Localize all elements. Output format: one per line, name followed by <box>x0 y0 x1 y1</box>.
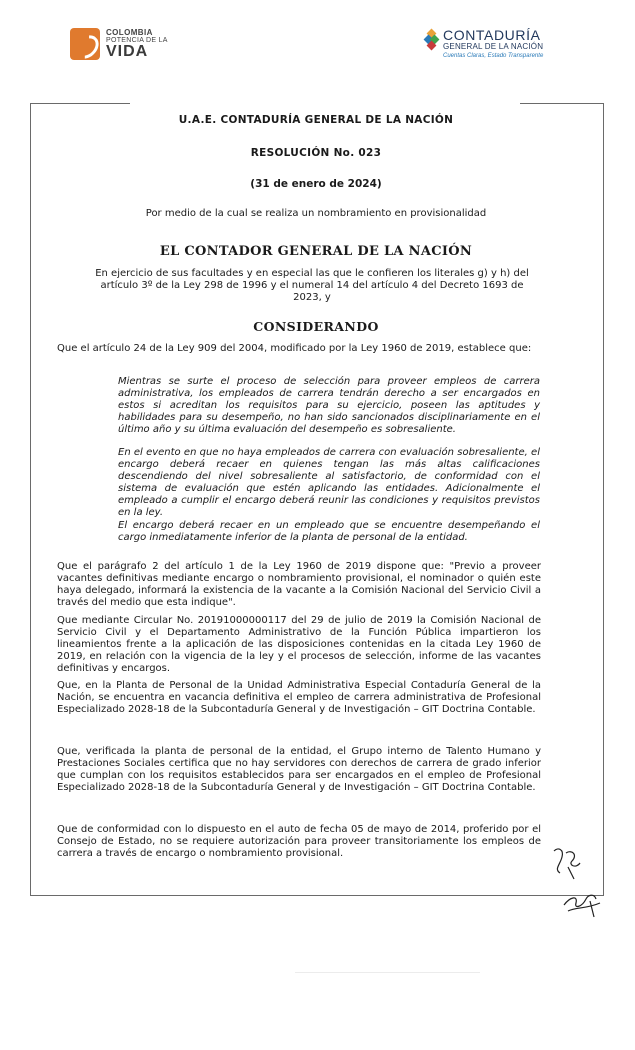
faculties-text: En ejercicio de sus facultades y en especial las que le confieren los literales g) y h) del artículo 3º de la Ley 298 de 1996 y el numeral 14 del artículo 4 del Decreto 1693 de 2023, y <box>95 268 529 303</box>
left-logo-line1: COLOMBIA <box>106 27 153 37</box>
handwritten-signature-icon <box>560 885 606 921</box>
letterhead <box>0 22 635 70</box>
paragraph-ley-1960: Que el parágrafo 2 del artículo 1 de la Ley 1960 de 2019 dispone que: "Previo a proveer vacantes definitivas mediante encargo o nombramiento provisional, el nominador o quién este haya delegado, informará la existencia de la vacante a la Comisión Nacional del Servicio Civil a través del medio que esta indique". <box>57 561 541 608</box>
right-logo-line3: Cuentas Claras, Estado Transparente <box>443 53 544 60</box>
paragraph-planta-personal: Que, en la Planta de Personal de la Unidad Administrativa Especial Contaduría General de la Nación, se encuentra en vacancia definitiva el empleo de carrera administrativa de Profesional Especializado 2028-18 de la Subcontaduría General y de Investigación – GIT Doctrina Contable. <box>57 680 541 715</box>
quote-paragraph-3: El encargo deberá recaer en un empleado que se encuentre desempeñando el cargo inmediatamente inferior de la planta de personal de la entidad. <box>118 520 540 543</box>
left-logo-line3: VIDA <box>106 42 149 60</box>
page-border-top-right <box>520 103 603 104</box>
contaduria-logo <box>425 28 543 59</box>
contaduria-logo-icon <box>425 30 439 50</box>
resolution-date: (31 de enero de 2024) <box>250 178 382 190</box>
quote-paragraph-2: En el evento en que no haya empleados de carrera con evaluación sobresaliente, el encargo deberá recaer en quienes tengan las más altas calificaciones descendiendo del nivel sobresaliente al satisfactorio, de conformidad con el sistema de evaluación que estén aplicando las entidades. Adicionalmente el empleado a cumplir el encargo deberá reunir las condiciones y requisitos previstos en la ley. <box>118 447 540 518</box>
colombia-potencia-de-la-vida-logo <box>70 28 168 60</box>
page-edge <box>295 972 480 973</box>
paragraph-circular: Que mediante Circular No. 20191000000117 del 29 de julio de 2019 la Comisión Nacional de Servicio Civil y el Departamento Administrativo de la Función Pública impartieron los lineamientos frente a la aplicación de las disposiciones contenidas en la citada Ley 1960 de 2019, en relación con la vigencia de la ley y el procesos de selección, informe de las vacantes definitivas y encargos. <box>57 615 541 674</box>
colombia-logo-icon <box>70 28 100 60</box>
initials-mark-icon <box>548 843 588 883</box>
paragraph-talento-humano: Que, verificada la planta de personal de la entidad, el Grupo interno de Talento Humano y Prestaciones Sociales certifica que no hay servidores con derechos de carrera de grado inferior que cumplan con los requisitos establecidos para ser encargados en el empleo de Profesional Especializado 2028-18 de la Subcontaduría General y de Investigación – GIT Doctrina Contable. <box>57 746 541 793</box>
quote-paragraph-1: Mientras se surte el proceso de selección para proveer empleos de carrera administrativa, los empleados de carrera tendrán derecho a ser encargados en estos si acreditan los requisitos para su ejercicio, poseen las aptitudes y habilidades para su desempeño, no han sido sancionados disciplinariamente en el último año y su última evaluación del desempeño es sobresaliente. <box>118 376 540 435</box>
right-logo-line2: GENERAL DE LA NACIÓN <box>443 41 544 51</box>
right-logo-line1: CONTADURÍA <box>443 27 541 43</box>
left-logo-line2: POTENCIA DE LA <box>106 36 168 44</box>
paragraph-ley-909: Que el artículo 24 de la Ley 909 del 2004, modificado por la Ley 1960 de 2019, establece que: <box>57 343 532 354</box>
page-border-top-left <box>30 103 130 104</box>
resolution-subject: Por medio de la cual se realiza un nombramiento en provisionalidad <box>145 208 487 219</box>
issuer-heading: EL CONTADOR GENERAL DE LA NACIÓN <box>159 244 473 259</box>
resolution-number: RESOLUCIÓN No. 023 <box>250 147 382 159</box>
considerando-heading: CONSIDERANDO <box>253 319 379 334</box>
entity-name: U.A.E. CONTADURÍA GENERAL DE LA NACIÓN <box>178 114 454 126</box>
paragraph-consejo-estado: Que de conformidad con lo dispuesto en el auto de fecha 05 de mayo de 2014, proferido por el Consejo de Estado, no se requiere autorización para proveer transitoriamente los empleos de carrera a través de encargo o nombramiento provisional. <box>57 824 541 859</box>
